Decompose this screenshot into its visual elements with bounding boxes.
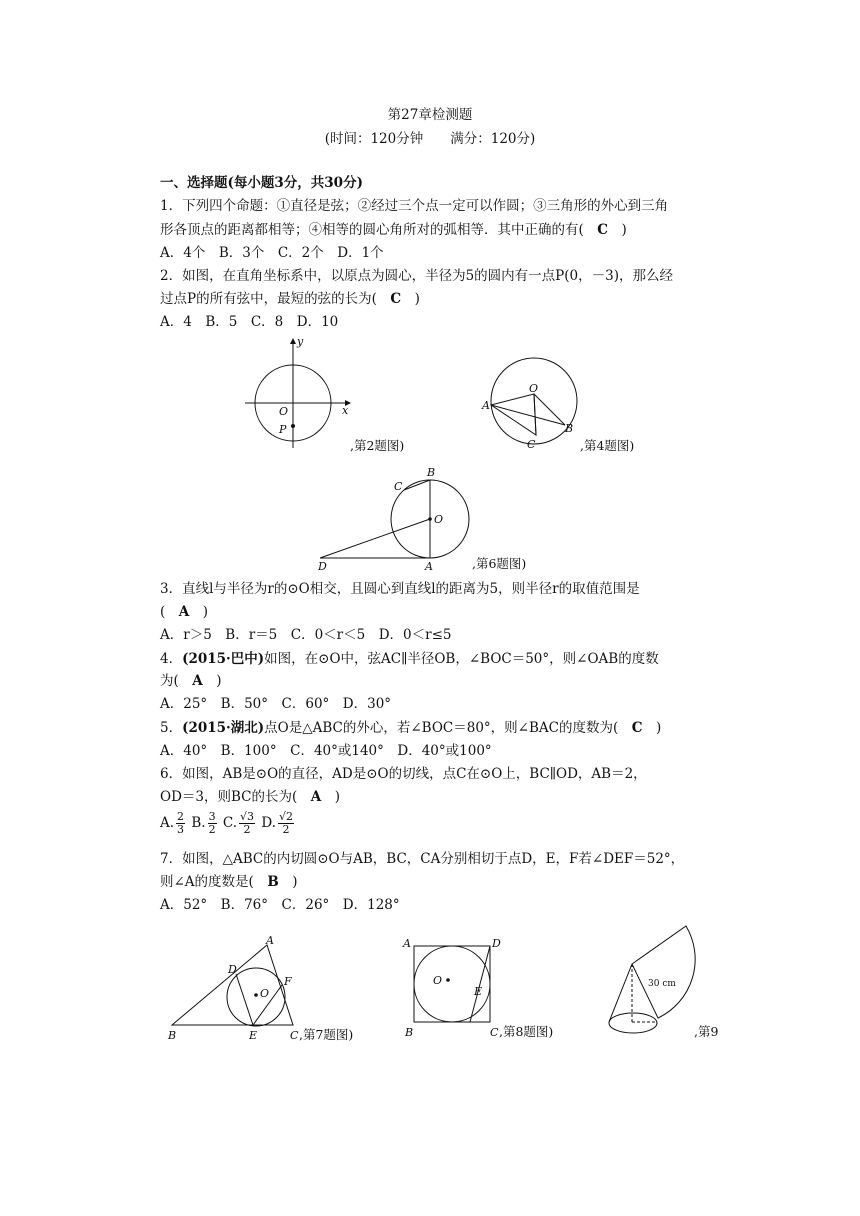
q6-opt-c-frac bbox=[239, 811, 255, 836]
q3-line2 bbox=[160, 603, 208, 621]
fig7-label-f: F bbox=[284, 975, 292, 988]
q4-source: (2015·巴中) bbox=[182, 651, 265, 667]
fig2-y-arrow bbox=[290, 338, 296, 344]
q6-opt-c-den: 2 bbox=[243, 823, 251, 836]
fig7-label-c: C bbox=[290, 1029, 299, 1042]
fig7-triangle bbox=[172, 945, 293, 1025]
q6-opt-b: B. bbox=[191, 815, 206, 831]
q6-answer: A bbox=[310, 789, 322, 805]
q1-line2-close: ) bbox=[608, 222, 627, 238]
fig2-caption: ,第2题图) bbox=[350, 438, 405, 453]
fig6-line-od bbox=[320, 519, 430, 558]
q6-line1: 6．如图，AB是⊙O的直径，AD是⊙O的切线，点C在⊙O上，BC∥OD，AB＝2， bbox=[160, 766, 647, 782]
q6-line2 bbox=[160, 788, 340, 806]
fig7-caption: ,第7题图) bbox=[299, 1027, 354, 1042]
fig4-caption: ,第4题图) bbox=[580, 438, 635, 453]
q6-opt-d-den: 2 bbox=[282, 823, 290, 836]
q5-answer: C bbox=[631, 720, 643, 736]
fig9-cone-base bbox=[609, 1013, 657, 1033]
q7-options: A．52° B．76° C．26° D．128° bbox=[160, 897, 400, 913]
fig7-center bbox=[254, 993, 258, 997]
q1-answer: C bbox=[597, 222, 609, 238]
figure-7 bbox=[160, 935, 390, 1045]
q4-answer: A bbox=[192, 673, 203, 689]
q3-line2-close: ) bbox=[189, 604, 209, 620]
q5-line1 bbox=[160, 719, 661, 737]
fig8-circle bbox=[414, 946, 490, 1022]
fig7-def bbox=[236, 974, 282, 1025]
q1-options: A．4个 B．3个 C．2个 D．1个 bbox=[160, 245, 384, 261]
q7-line2-text: 则∠A的度数是( bbox=[160, 874, 268, 890]
q6-opt-d: D. bbox=[261, 815, 276, 831]
page-subtitle: (时间：120分钟 满分：120分) bbox=[324, 131, 536, 147]
fig8-tangent bbox=[470, 946, 490, 1022]
q6-opt-b-den: 2 bbox=[208, 823, 216, 836]
fig4-label-c: C bbox=[527, 438, 536, 451]
q7-line2-close: ) bbox=[278, 874, 298, 890]
fig7-label-o: O bbox=[260, 987, 270, 1000]
fig6-center bbox=[428, 517, 432, 521]
q4-options: A．25° B．50° C．60° D．30° bbox=[160, 696, 392, 712]
fig4-ab bbox=[491, 405, 565, 425]
fig9-length-label: 30 cm bbox=[648, 979, 676, 989]
q6-opt-a-num: 2 bbox=[177, 810, 185, 823]
q6-line2-close: ) bbox=[321, 789, 341, 805]
page-title: 第27章检测题 bbox=[387, 107, 473, 123]
fig4-label-b: B bbox=[565, 422, 574, 435]
q5-line1-close: ) bbox=[642, 720, 662, 736]
q5-options: A．40° B．100° C．40°或140° D．40°或100° bbox=[160, 743, 492, 759]
q3-answer: A bbox=[178, 604, 190, 620]
q6-opt-a: A. bbox=[160, 815, 175, 831]
q7-line2 bbox=[160, 873, 298, 891]
q6-opt-a-frac bbox=[176, 811, 185, 836]
q6-line2-text: OD＝3，则BC的长为( bbox=[160, 789, 311, 805]
q6-options bbox=[160, 808, 296, 838]
fig6-label-d: D bbox=[318, 560, 327, 572]
fig7-label-b: B bbox=[168, 1029, 177, 1042]
fig4-lines bbox=[491, 394, 536, 435]
fig8-label-c: C bbox=[490, 1026, 499, 1039]
q4-number: 4． bbox=[160, 651, 183, 667]
q4-line2-close: ) bbox=[202, 673, 222, 689]
fig8-label-b: B bbox=[405, 1026, 414, 1039]
q6-opt-d-frac bbox=[278, 811, 294, 836]
fig2-label-o: O bbox=[279, 405, 289, 418]
q6-opt-b-num: 3 bbox=[208, 810, 216, 823]
q6-opt-d-num: √2 bbox=[278, 810, 293, 823]
q1-line2-text: 形各顶点的距离都相等；④相等的圆心角所对的弧相等．其中正确的有( bbox=[160, 222, 598, 238]
q6-opt-c-num: √3 bbox=[240, 810, 255, 823]
q1-line1: 1．下列四个命题：①直径是弦；②经过三个点一定可以作圆；③三角形的外心到三角 bbox=[160, 198, 669, 214]
fig8-label-o: O bbox=[433, 974, 443, 987]
q4-line1-text: 如图，在⊙O中，弦AC∥半径OB，∠BOC＝50°，则∠OAB的度数 bbox=[264, 651, 659, 667]
fig6-label-b: B bbox=[427, 466, 436, 479]
fig7-incircle bbox=[227, 968, 285, 1026]
q2-line2-text: 过点P的所有弦中，最短的弦的长为( bbox=[160, 291, 391, 307]
q6-opt-b-frac bbox=[208, 811, 217, 836]
q2-line2-close: ) bbox=[401, 291, 420, 307]
fig9-sector bbox=[632, 926, 695, 1018]
figure-4 bbox=[476, 350, 676, 460]
section-heading: 一、选择题(每小题3分，共30分) bbox=[160, 175, 363, 191]
q7-line1: 7．如图，△ABC的内切圆⊙O与AB，BC，CA分别相切于点D，E，F若∠DEF＝52°， bbox=[160, 851, 685, 867]
q4-line2 bbox=[160, 672, 222, 690]
fig6-label-a: A bbox=[425, 560, 433, 572]
fig2-label-y: y bbox=[297, 336, 304, 348]
q2-options: A．4 B．5 C．8 D．10 bbox=[160, 314, 339, 330]
fig6-caption: ,第6题图) bbox=[472, 556, 527, 571]
fig6-line-bc bbox=[404, 480, 430, 490]
q4-line1 bbox=[160, 650, 659, 668]
q5-number: 5． bbox=[160, 720, 183, 736]
fig4-label-a: A bbox=[482, 399, 490, 412]
fig8-caption: ,第8题图) bbox=[499, 1024, 554, 1039]
q3-line1: 3．直线l与半径为r的⊙O相交，且圆心到直线l的距离为5，则半径r的取值范围是 bbox=[160, 581, 640, 597]
fig6-label-o: O bbox=[434, 513, 444, 526]
q6-opt-a-den: 3 bbox=[177, 823, 185, 836]
fig4-oc bbox=[534, 394, 536, 435]
q5-line1-text: 点O是△ABC的外心，若∠BOC＝80°，则∠BAC的度数为( bbox=[264, 720, 632, 736]
fig9-caption: ,第9 bbox=[694, 1024, 719, 1039]
fig8-label-e: E bbox=[474, 985, 483, 998]
q5-source: (2015·湖北) bbox=[182, 720, 265, 736]
q6-opt-c: C. bbox=[222, 815, 237, 831]
q2-line1: 2．如图，在直角坐标系中，以原点为圆心，半径为5的圆内有一点P(0，－3)，那么经 bbox=[160, 268, 673, 284]
q3-options: A．r＞5 B．r＝5 C．0＜r＜5 D．0＜r≤5 bbox=[160, 627, 452, 643]
q1-line2 bbox=[160, 221, 627, 239]
fig2-label-x: x bbox=[342, 404, 349, 417]
fig2-label-p: P bbox=[279, 423, 287, 436]
fig7-label-a: A bbox=[266, 935, 274, 947]
fig7-label-e: E bbox=[249, 1029, 258, 1042]
fig2-point-p bbox=[291, 424, 295, 428]
figure-2 bbox=[240, 336, 440, 456]
q7-answer: B bbox=[267, 874, 279, 890]
fig7-label-d: D bbox=[228, 963, 237, 976]
q4-line2-text: 为( bbox=[160, 673, 193, 689]
fig8-center bbox=[446, 978, 450, 982]
fig8-label-a: A bbox=[403, 937, 411, 950]
q2-answer: C bbox=[390, 291, 402, 307]
fig4-label-o: O bbox=[529, 382, 539, 395]
fig6-label-c: C bbox=[394, 480, 403, 493]
figure-8 bbox=[400, 935, 590, 1045]
fig8-label-d: D bbox=[492, 937, 501, 950]
figure-9 bbox=[600, 922, 760, 1042]
q3-line2-text: ( bbox=[160, 604, 179, 620]
q2-line2 bbox=[160, 290, 420, 308]
figure-6 bbox=[310, 462, 570, 572]
